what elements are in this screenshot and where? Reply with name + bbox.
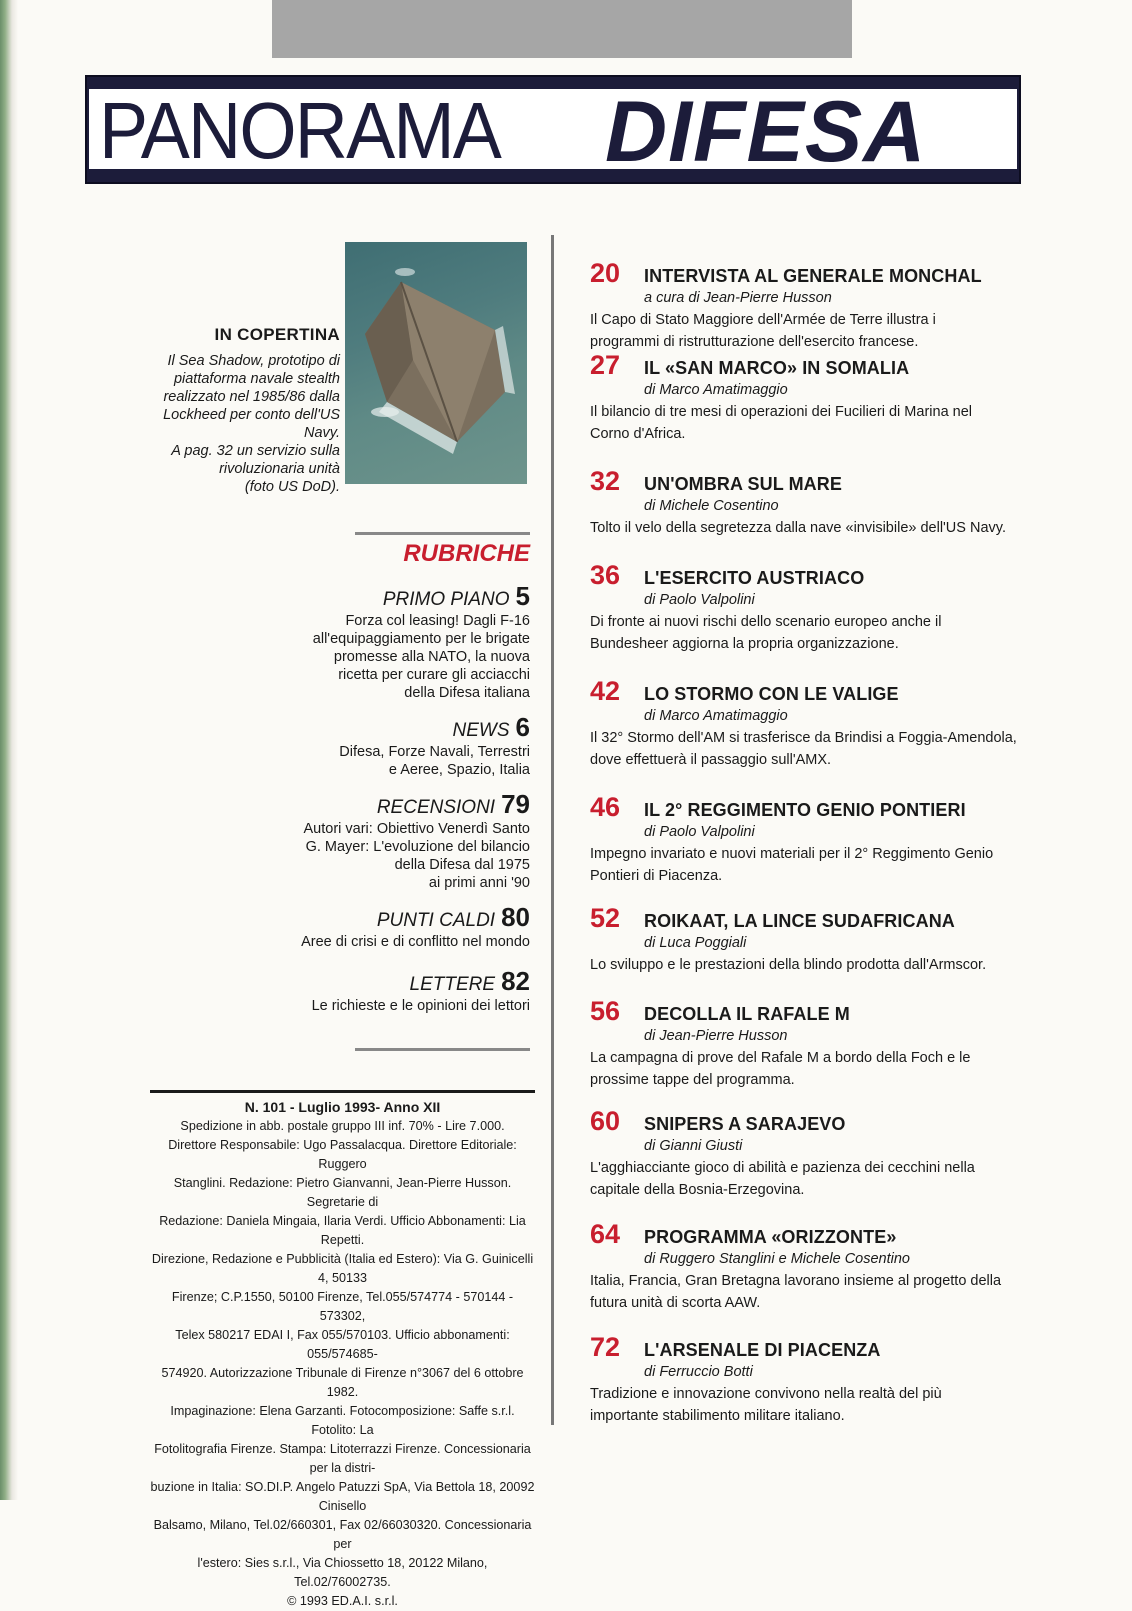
cover-caption <box>150 325 340 496</box>
imprint-line: buzione in Italia: SO.DI.P. Angelo Patuzzi SpA, Via Bettola 18, 20092 Cinisello <box>150 1480 535 1513</box>
rubrica-desc <box>240 612 530 702</box>
imprint-line: 574920. Autorizzazione Tribunale di Firenze n°3067 del 6 ottobre 1982. <box>161 1366 524 1399</box>
rubrica-desc-line: Difesa, Forze Navali, Terrestri <box>339 744 530 760</box>
article-page-number: 72 <box>590 1332 621 1362</box>
rubrica-page: 79 <box>501 789 530 819</box>
article-title: L'ESERCITO AUSTRIACO <box>644 568 865 588</box>
article-author: a cura di Jean-Pierre Husson <box>644 290 832 306</box>
article-summary-line: Impegno invariato e nuovi materiali per il 2° Reggimento Genio <box>590 846 994 862</box>
article-summary <box>590 309 1030 353</box>
article-summary-line: programmi di ristrutturazione dell'esercito francese. <box>590 334 919 350</box>
article-summary-line: Lo sviluppo e le prestazioni della blindo prodotta dall'Armscor. <box>590 957 987 973</box>
rubrica-name: RECENSIONI <box>376 797 496 818</box>
masthead-title-panorama: PANORAMA <box>99 89 501 169</box>
article-entry[interactable] <box>590 1106 1030 1201</box>
imprint-line: Stanglini. Redazione: Pietro Gianvanni, Jean-Pierre Husson. Segretarie di <box>173 1176 512 1209</box>
article-title: IL 2° REGGIMENTO GENIO PONTIERI <box>644 800 966 820</box>
article-title: UN'OMBRA SUL MARE <box>644 474 842 494</box>
article-summary <box>590 1157 1030 1201</box>
article-summary <box>590 1383 1030 1427</box>
rubrica-desc <box>240 933 530 951</box>
article-entry[interactable] <box>590 466 1030 539</box>
article-title: IL «SAN MARCO» IN SOMALIA <box>644 358 910 378</box>
rubrica-desc-line: Forza col leasing! Dagli F-16 <box>345 613 530 629</box>
cover-caption-line: realizzato nel 1985/86 dalla <box>163 389 340 405</box>
imprint-line: Direttore Responsabile: Ugo Passalacqua. Direttore Editoriale: Ruggero <box>168 1138 517 1171</box>
rubrica-item[interactable] <box>240 789 530 892</box>
cover-photo <box>345 242 527 484</box>
article-author: di Luca Poggiali <box>644 935 747 951</box>
article-summary <box>590 843 1030 887</box>
imprint-line: l'estero: Sies s.r.l., Via Chiossetto 18, 20122 Milano, Tel.02/76002735. <box>197 1556 488 1589</box>
article-author: di Michele Cosentino <box>644 498 779 514</box>
article-entry[interactable] <box>590 560 1030 655</box>
rubrica-desc-line: all'equipaggiamento per le brigate <box>312 631 530 647</box>
article-page-number: 20 <box>590 258 621 288</box>
imprint-line: Spedizione in abb. postale gruppo III inf. 70% - Lire 7.000. <box>180 1119 505 1133</box>
article-summary-line: Il 32° Stormo dell'AM si trasferisce da Brindisi a Foggia-Amendola, <box>590 730 1017 746</box>
article-title: SNIPERS A SARAJEVO <box>644 1114 846 1134</box>
cover-caption-line: Il Sea Shadow, prototipo di <box>167 353 340 369</box>
rubrica-desc-line: promesse alla NATO, la nuova <box>333 649 530 665</box>
rubrica-name: LETTERE <box>409 974 496 995</box>
cover-caption-line: (foto US DoD). <box>244 479 340 495</box>
imprint-line: Firenze; C.P.1550, 50100 Firenze, Tel.055/574774 - 570144 - 573302, <box>171 1290 514 1323</box>
article-entry[interactable] <box>590 1332 1030 1427</box>
rubrica-item[interactable] <box>240 581 530 702</box>
rubrica-desc-line: della Difesa italiana <box>404 685 530 701</box>
article-summary <box>590 401 1030 445</box>
rubrica-desc <box>240 997 530 1015</box>
masthead-title-difesa: DIFESA <box>605 89 927 169</box>
rubrica-page: 6 <box>515 712 530 742</box>
rubrica-desc <box>240 820 530 892</box>
rubrica-desc-line: ai primi anni '90 <box>428 875 530 891</box>
article-summary-line: Italia, Francia, Gran Bretagna lavorano insieme al progetto della <box>590 1273 1002 1289</box>
cover-caption-line: rivoluzionaria unità <box>219 461 340 477</box>
masthead-inner <box>89 89 1017 169</box>
article-author: di Jean-Pierre Husson <box>644 1028 788 1044</box>
article-summary-line: Pontieri di Piacenza. <box>590 868 723 884</box>
rubrica-page: 82 <box>501 966 530 996</box>
article-entry[interactable] <box>590 350 1030 445</box>
article-summary-line: Il bilancio di tre mesi di operazioni dei Fucilieri di Marina nel <box>590 404 973 420</box>
imprint-line: Impaginazione: Elena Garzanti. Fotocomposizione: Saffe s.r.l. Fotolito: La <box>170 1404 515 1437</box>
article-page-number: 60 <box>590 1106 621 1136</box>
article-summary-line: Tradizione e innovazione convivono nella realtà del più <box>590 1386 942 1402</box>
rubrica-desc-line: Le richieste e le opinioni dei lettori <box>311 998 530 1014</box>
rubrica-item[interactable] <box>240 712 530 779</box>
cover-caption-text <box>150 352 340 496</box>
article-summary-line: Di fronte ai nuovi rischi dello scenario europeo anche il <box>590 614 942 630</box>
rubrica-page: 80 <box>501 902 530 932</box>
article-entry[interactable] <box>590 996 1030 1091</box>
article-summary-line: prossime tappe del programma. <box>590 1072 795 1088</box>
masthead <box>85 75 1021 184</box>
article-page-number: 52 <box>590 903 621 933</box>
article-entry[interactable] <box>590 676 1030 771</box>
article-summary-line: L'agghiacciante gioco di abilità e pazienza dei cecchini nella <box>590 1160 975 1176</box>
article-page-number: 46 <box>590 792 621 822</box>
article-summary-line: futura unità di scorta AAW. <box>590 1295 761 1311</box>
article-title: PROGRAMMA «ORIZZONTE» <box>644 1227 897 1247</box>
rubrica-desc-line: e Aeree, Spazio, Italia <box>388 762 530 778</box>
article-entry[interactable] <box>590 258 1030 353</box>
sea-shadow-ship-image <box>345 242 527 484</box>
article-summary <box>590 1270 1030 1314</box>
article-author: di Marco Amatimaggio <box>644 708 788 724</box>
cover-caption-line: piattaforma navale stealth <box>173 371 340 387</box>
article-title: DECOLLA IL RAFALE M <box>644 1004 850 1024</box>
article-page-number: 32 <box>590 466 621 496</box>
rubrica-name: PUNTI CALDI <box>376 910 496 931</box>
rubrica-page: 5 <box>515 581 530 611</box>
article-entry[interactable] <box>590 792 1030 887</box>
article-page-number: 56 <box>590 996 621 1026</box>
imprint-line: © 1993 ED.A.I. s.r.l. <box>287 1594 398 1608</box>
scan-background-band <box>272 0 852 58</box>
rubrica-desc-line: della Difesa dal 1975 <box>394 857 530 873</box>
article-title: INTERVISTA AL GENERALE MONCHAL <box>644 266 982 286</box>
article-page-number: 42 <box>590 676 621 706</box>
article-summary <box>590 727 1030 771</box>
article-page-number: 27 <box>590 350 621 380</box>
imprint-line: Balsamo, Milano, Tel.02/660301, Fax 02/66030320. Concessionaria per <box>153 1518 532 1551</box>
article-summary-line: Il Capo di Stato Maggiore dell'Armée de Terre illustra i <box>590 312 936 328</box>
article-title: LO STORMO CON LE VALIGE <box>644 684 899 704</box>
article-author: di Paolo Valpolini <box>644 592 755 608</box>
article-summary <box>590 611 1030 655</box>
article-author: di Paolo Valpolini <box>644 824 755 840</box>
article-summary <box>590 1047 1030 1091</box>
article-summary <box>590 517 1030 539</box>
rubriche-bottom-divider <box>355 1048 530 1051</box>
rubrica-desc-line: G. Mayer: L'evoluzione del bilancio <box>305 839 530 855</box>
rubriche-heading: RUBRICHE <box>403 540 530 567</box>
column-divider <box>551 235 554 1425</box>
article-summary-line: importante stabilimento militare italiano. <box>590 1408 845 1424</box>
rubrica-item[interactable] <box>240 902 530 951</box>
cover-caption-line: Lockheed per conto dell'US Navy. <box>163 407 340 441</box>
cover-caption-heading: IN COPERTINA <box>214 325 340 344</box>
article-summary-line: Corno d'Africa. <box>590 426 686 442</box>
article-page-number: 36 <box>590 560 621 590</box>
article-summary-line: La campagna di prove del Rafale M a bordo della Foch e le <box>590 1050 971 1066</box>
page-edge <box>0 0 18 1500</box>
issue-line: N. 101 - Luglio 1993- Anno XII <box>244 1099 441 1115</box>
imprint-line: Redazione: Daniela Mingaia, Ilaria Verdi. Ufficio Abbonamenti: Lia Repetti. <box>159 1214 526 1247</box>
article-summary-line: Bundesheer aggiorna la propria organizzazione. <box>590 636 899 652</box>
rubrica-desc-line: Aree di crisi e di conflitto nel mondo <box>301 934 530 950</box>
article-summary-line: Tolto il velo della segretezza dalla nave «invisibile» dell'US Navy. <box>590 520 1006 536</box>
rubriche-divider <box>355 532 530 535</box>
article-title: L'ARSENALE DI PIACENZA <box>644 1340 881 1360</box>
rubrica-item[interactable] <box>240 966 530 1015</box>
imprint-line: Telex 580217 EDAI I, Fax 055/570103. Ufficio abbonamenti: 055/574685- <box>175 1328 510 1361</box>
article-entry[interactable] <box>590 1219 1030 1314</box>
cover-caption-line: A pag. 32 un servizio sulla <box>171 443 340 459</box>
article-author: di Marco Amatimaggio <box>644 382 788 398</box>
rubrica-name: PRIMO PIANO <box>382 589 510 610</box>
imprint-line: Direzione, Redazione e Pubblicità (Italia ed Estero): Via G. Guinicelli 4, 50133 <box>151 1252 534 1285</box>
rubrica-desc-line: ricetta per curare gli acciacchi <box>338 667 530 683</box>
rubrica-desc-line: Autori vari: Obiettivo Venerdì Santo <box>303 821 530 837</box>
article-summary <box>590 954 1030 976</box>
article-author: di Ferruccio Botti <box>644 1364 753 1380</box>
imprint-block <box>150 1098 535 1611</box>
article-summary-line: dove effettuerà il passaggio sull'AMX. <box>590 752 832 768</box>
article-author: di Ruggero Stanglini e Michele Cosentino <box>644 1251 910 1267</box>
rubriche-list <box>240 581 530 1028</box>
article-page-number: 64 <box>590 1219 621 1249</box>
article-summary-line: capitale della Bosnia-Erzegovina. <box>590 1182 805 1198</box>
article-title: ROIKAAT, LA LINCE SUDAFRICANA <box>644 911 955 931</box>
imprint-line: Fotolitografia Firenze. Stampa: Litoterrazzi Firenze. Concessionaria per la distri- <box>154 1442 531 1475</box>
rubrica-desc <box>240 743 530 779</box>
imprint-rule <box>150 1090 535 1093</box>
article-entry[interactable] <box>590 903 1030 976</box>
rubrica-name: NEWS <box>452 720 510 741</box>
article-author: di Gianni Giusti <box>644 1138 743 1154</box>
